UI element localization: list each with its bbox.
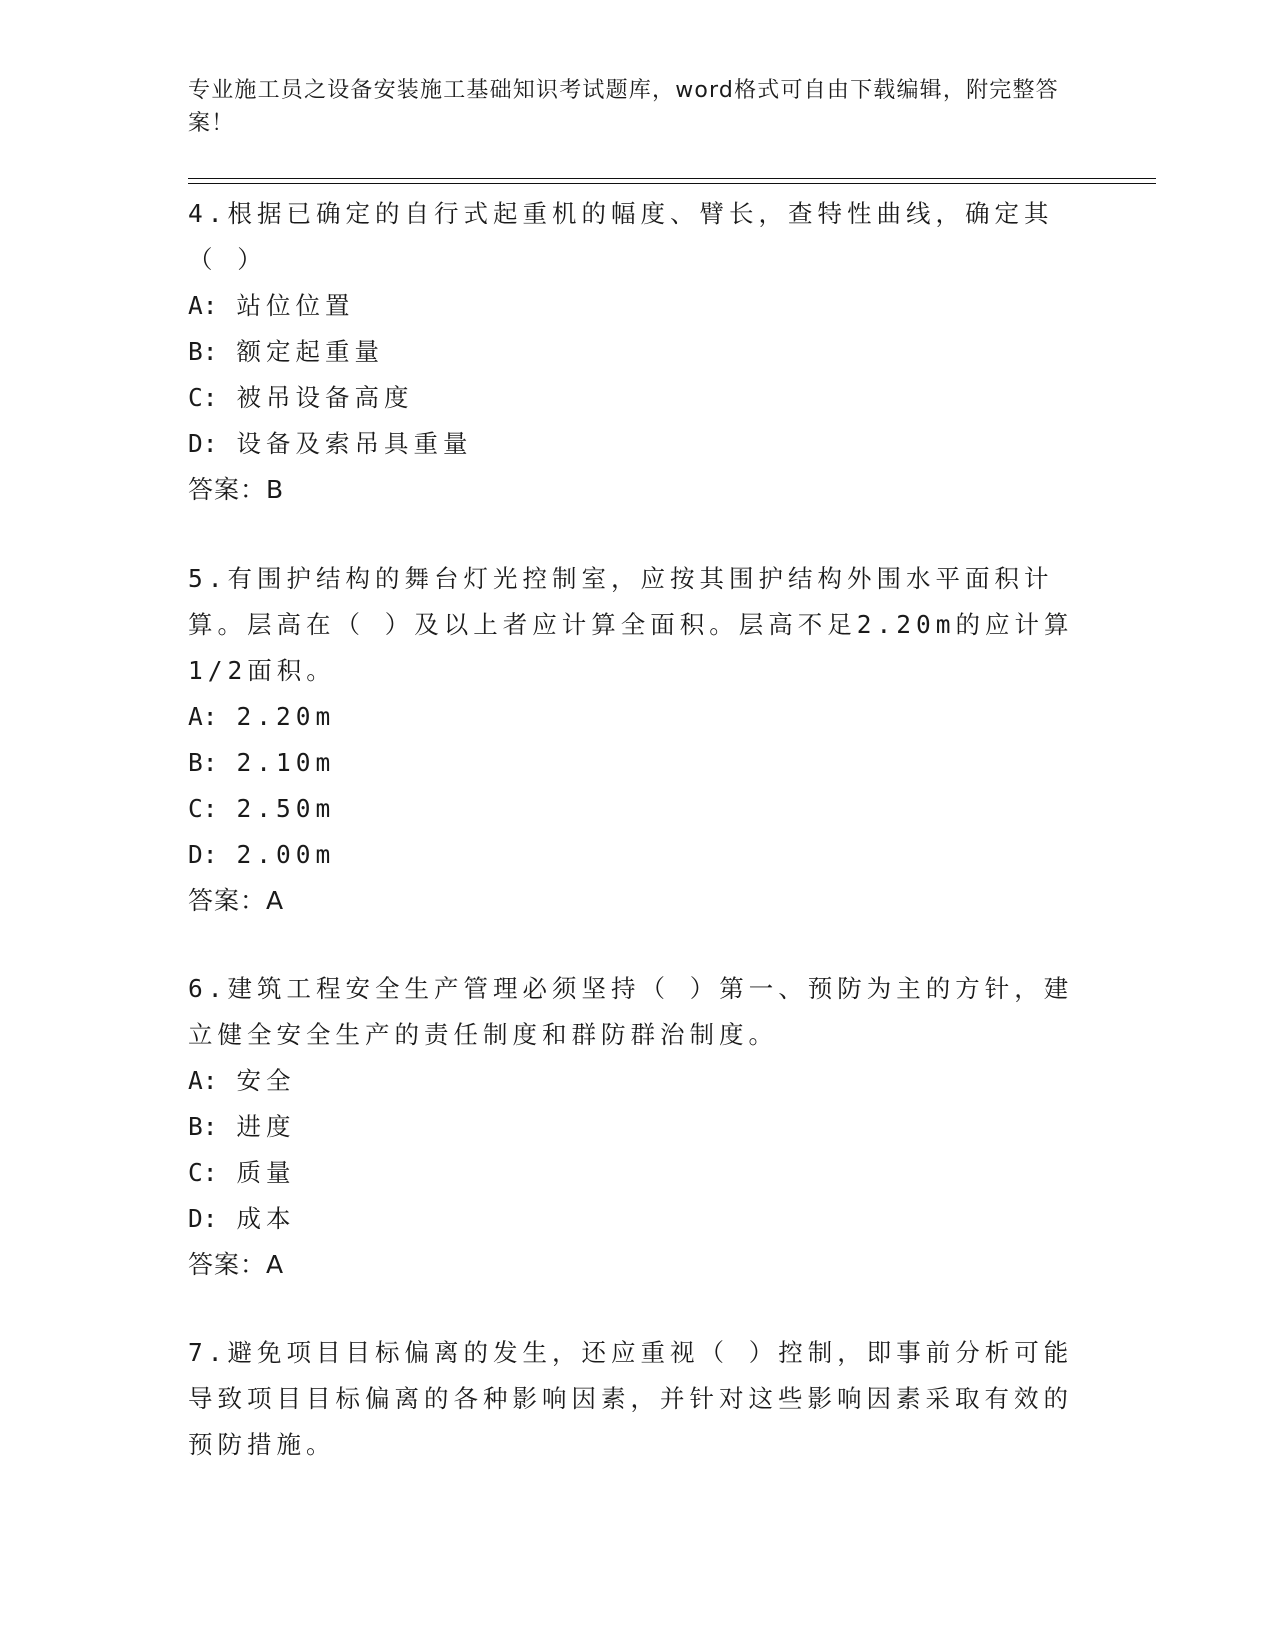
answer: 答案：A bbox=[188, 886, 285, 915]
question-5 bbox=[188, 556, 1078, 924]
answer: 答案：A bbox=[188, 1250, 285, 1279]
document-header bbox=[188, 74, 1068, 140]
header-divider-top bbox=[188, 178, 1156, 179]
option-d: D: 成本 bbox=[188, 1204, 296, 1233]
question-stem: 6.建筑工程安全生产管理必须坚持（ ）第一、预防为主的方针，建立健全安全生产的责任制度和群防群治制度。 bbox=[188, 974, 1074, 1049]
option-a: A: 站位位置 bbox=[188, 291, 355, 320]
answer: 答案：B bbox=[188, 475, 285, 504]
question-stem: 7.避免项目目标偏离的发生，还应重视（ ）控制，即事前分析可能导致项目目标偏离的各种影响因素，并针对这些影响因素采取有效的预防措施。 bbox=[188, 1338, 1074, 1459]
option-d: D: 2.00m bbox=[188, 840, 336, 869]
option-c: C: 2.50m bbox=[188, 794, 336, 823]
option-a: A: 2.20m bbox=[188, 702, 336, 731]
option-b: B: 额定起重量 bbox=[188, 337, 385, 366]
option-b: B: 2.10m bbox=[188, 748, 336, 777]
header-divider-bottom bbox=[188, 183, 1156, 184]
question-6 bbox=[188, 966, 1078, 1288]
option-b: B: 进度 bbox=[188, 1112, 296, 1141]
question-stem: 4.根据已确定的自行式起重机的幅度、臂长，查特性曲线，确定其（ ） bbox=[188, 199, 1054, 274]
option-c: C: 质量 bbox=[188, 1158, 296, 1187]
option-d: D: 设备及索吊具重量 bbox=[188, 429, 473, 458]
question-4 bbox=[188, 191, 1078, 513]
header-intro-text: 专业施工员之设备安装施工基础知识考试题库，word格式可自由下载编辑，附完整答案！ bbox=[188, 78, 1059, 136]
option-a: A: 安全 bbox=[188, 1066, 296, 1095]
question-7 bbox=[188, 1330, 1078, 1468]
question-stem: 5.有围护结构的舞台灯光控制室，应按其围护结构外围水平面积计算。层高在（ ）及以上者应计算全面积。层高不足2.20m的应计算1/2面积。 bbox=[188, 564, 1074, 685]
option-c: C: 被吊设备高度 bbox=[188, 383, 414, 412]
